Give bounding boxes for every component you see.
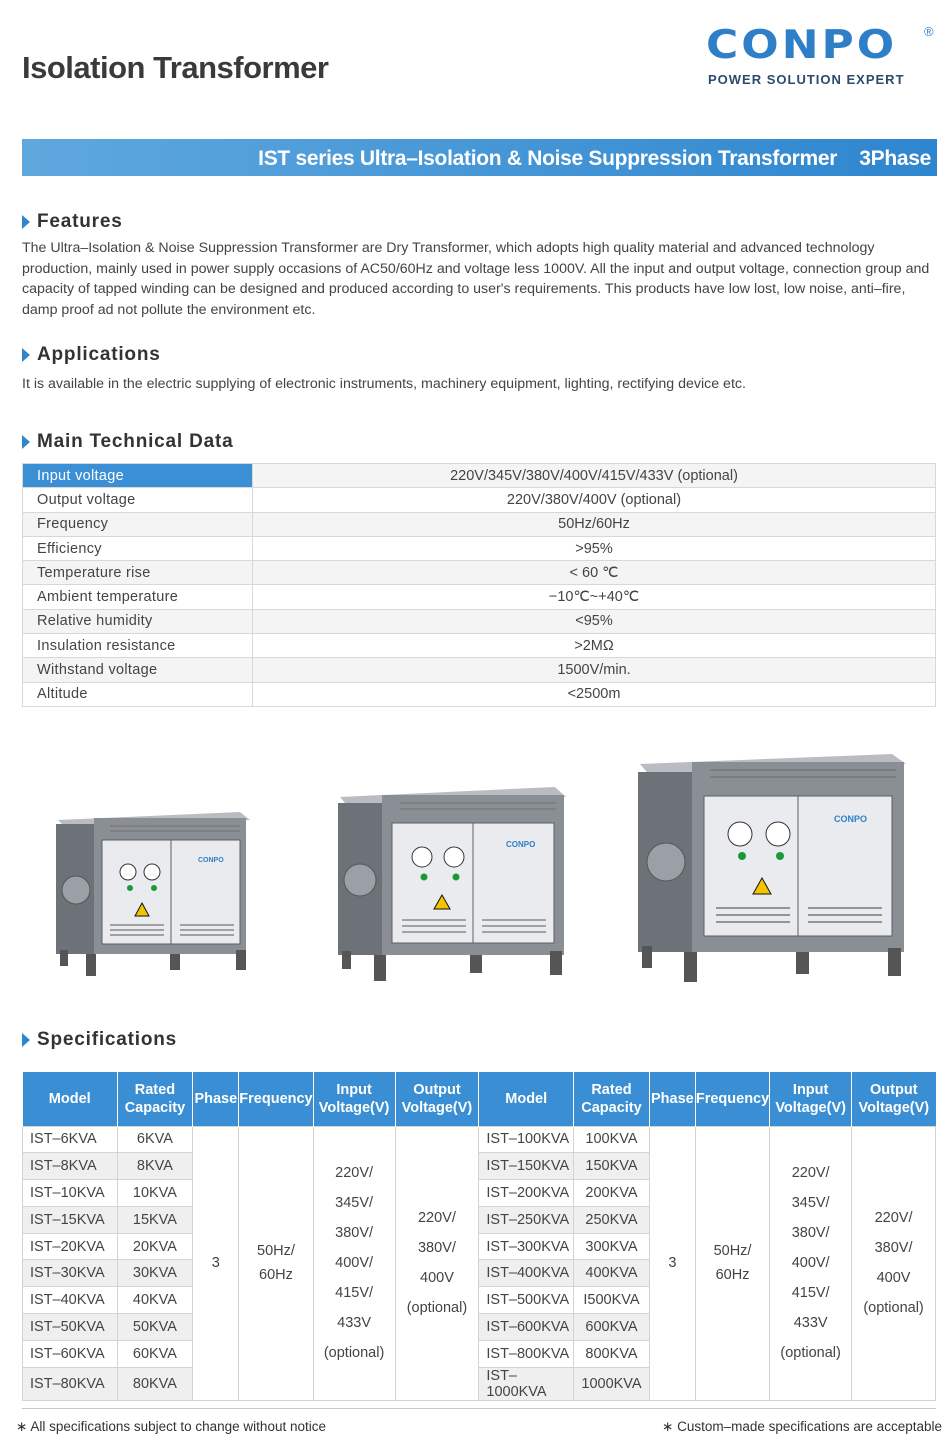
- tech-value: 220V/345V/380V/400V/415V/433V (optional): [253, 464, 936, 488]
- spec-input-voltage-line: 345V/: [335, 1195, 374, 1212]
- footer-divider: [22, 1408, 936, 1409]
- spec-input-voltage-line: 400V/: [791, 1255, 830, 1272]
- spec-model: IST–40KVA: [23, 1287, 118, 1314]
- transformer-medium-svg: [330, 775, 570, 1000]
- spec-capacity: 10KVA: [117, 1180, 193, 1207]
- spec-model: IST–800KVA: [479, 1340, 574, 1367]
- spec-frequency-line: 50Hz/: [257, 1243, 295, 1260]
- technical-data-table: [22, 463, 936, 707]
- specifications-heading: [22, 1029, 177, 1051]
- spec-capacity: 150KVA: [574, 1153, 650, 1180]
- spec-input-voltage: [313, 1126, 395, 1400]
- spec-model: IST–150KVA: [479, 1153, 574, 1180]
- logo-wordmark: CONPO: [706, 22, 898, 69]
- spec-input-voltage-line: 345V/: [791, 1195, 830, 1212]
- spec-model: IST–100KVA: [479, 1126, 574, 1153]
- applications-text: It is available in the electric supplying of electronic instruments, machinery equipment, lighting, rectifying device etc.: [22, 376, 746, 392]
- arrow-right-icon: [22, 1033, 30, 1047]
- banner-text: IST series Ultra–Isolation & Noise Suppression Transformer 3Phase: [258, 147, 931, 170]
- features-heading-text: Features: [37, 211, 123, 232]
- tech-parameter: Withstand voltage: [23, 658, 253, 682]
- spec-capacity: 20KVA: [117, 1233, 193, 1260]
- spec-input-voltage-line: 415V/: [791, 1285, 830, 1302]
- spec-capacity: 400KVA: [574, 1260, 650, 1287]
- arrow-right-icon: [22, 215, 30, 229]
- tech-heading-text: Main Technical Data: [37, 431, 234, 452]
- spec-output-voltage-line: (optional): [406, 1300, 468, 1317]
- spec-input-voltage: [770, 1126, 852, 1400]
- tech-value: 50Hz/60Hz: [253, 512, 936, 536]
- page-title: Isolation Transformer: [22, 50, 329, 85]
- spec-header-input-voltage-v: Input Voltage(V): [770, 1072, 852, 1126]
- spec-capacity: 250KVA: [574, 1206, 650, 1233]
- spec-input-voltage-line: 380V/: [791, 1225, 830, 1242]
- tech-row: [23, 634, 936, 658]
- spec-capacity: 6KVA: [117, 1126, 193, 1153]
- spec-capacity: 1000KVA: [574, 1367, 650, 1400]
- spec-frequency-line: 60Hz: [259, 1267, 293, 1284]
- tech-row: [23, 682, 936, 706]
- spec-output-voltage-line: 220V/: [874, 1210, 913, 1227]
- tech-parameter: Efficiency: [23, 536, 253, 560]
- tech-parameter: Output voltage: [23, 488, 253, 512]
- spec-header-frequency: Frequency: [695, 1072, 769, 1126]
- tech-parameter: Altitude: [23, 682, 253, 706]
- spec-input-voltage-line: 433V: [337, 1315, 372, 1332]
- footer-note-right: ∗ Custom–made specifications are acceptable: [662, 1419, 942, 1434]
- tech-parameter: Input voltage: [23, 464, 253, 488]
- tech-heading: [22, 431, 233, 453]
- svg-text:CONPO: CONPO: [198, 857, 224, 864]
- spec-output-voltage: [852, 1126, 936, 1400]
- transformer-large-image: [630, 740, 910, 1000]
- spec-model: IST–300KVA: [479, 1233, 574, 1260]
- tech-value: 1500V/min.: [253, 658, 936, 682]
- spec-header-output-voltage-v: Output Voltage(V): [852, 1072, 936, 1126]
- features-text: The Ultra–Isolation & Noise Suppression Transformer are Dry Transformer, which adopts high quality material and advanced technology production, mainly used in power supply occasions of AC50/60Hz and voltage less 1000V. All the input and output voltage, connection group and capacity of tapped winding can be designed and produced according to user's requirements. This products have low lost, low noise, anti–fire, damp proof ad not pollute the environment etc.: [22, 240, 930, 318]
- tech-value: < 60 ℃: [253, 561, 936, 585]
- spec-header-rated-capacity: Rated Capacity: [117, 1072, 193, 1126]
- spec-capacity: 30KVA: [117, 1260, 193, 1287]
- spec-input-voltage-line: 433V: [793, 1315, 828, 1332]
- spec-capacity: 15KVA: [117, 1206, 193, 1233]
- spec-output-voltage-line: 400V: [420, 1270, 454, 1287]
- spec-frequency-line: 60Hz: [715, 1267, 750, 1284]
- tech-row: [23, 658, 936, 682]
- spec-capacity: 50KVA: [117, 1314, 193, 1341]
- spec-phase: 3: [649, 1126, 695, 1400]
- spec-frequency: [695, 1126, 769, 1400]
- spec-input-voltage-line: (optional): [323, 1345, 385, 1362]
- tech-value: <95%: [253, 609, 936, 633]
- spec-output-voltage-line: 380V/: [417, 1240, 456, 1257]
- spec-capacity: 60KVA: [117, 1340, 193, 1367]
- spec-model: IST–250KVA: [479, 1206, 574, 1233]
- spec-model: IST–10KVA: [23, 1180, 118, 1207]
- tech-parameter: Frequency: [23, 512, 253, 536]
- tech-parameter: Temperature rise: [23, 561, 253, 585]
- tech-row: [23, 536, 936, 560]
- spec-model: IST–30KVA: [23, 1260, 118, 1287]
- spec-model: IST–1000KVA: [479, 1367, 574, 1400]
- spec-output-voltage-line: 220V/: [417, 1210, 456, 1227]
- transformer-small-svg: [50, 800, 255, 1000]
- spec-capacity: 100KVA: [574, 1126, 650, 1153]
- spec-capacity: I500KVA: [574, 1287, 650, 1314]
- spec-model: IST–500KVA: [479, 1287, 574, 1314]
- spec-frequency: [239, 1126, 313, 1400]
- tech-value: 220V/380V/400V (optional): [253, 488, 936, 512]
- spec-model: IST–60KVA: [23, 1340, 118, 1367]
- spec-input-voltage-line: 220V/: [791, 1165, 830, 1182]
- specifications-heading-text: Specifications: [37, 1029, 178, 1050]
- spec-model: IST–15KVA: [23, 1206, 118, 1233]
- transformer-small-image: [50, 800, 255, 1000]
- spec-model: IST–200KVA: [479, 1180, 574, 1207]
- spec-model: IST–600KVA: [479, 1314, 574, 1341]
- spec-model: IST–20KVA: [23, 1233, 118, 1260]
- spec-capacity: 300KVA: [574, 1233, 650, 1260]
- spec-output-voltage-line: 400V: [876, 1270, 911, 1287]
- spec-header-output-voltage-v: Output Voltage(V): [395, 1072, 479, 1126]
- tech-row: [23, 488, 936, 512]
- transformer-medium-image: [330, 775, 570, 1000]
- tech-value: <2500m: [253, 682, 936, 706]
- spec-model: IST–400KVA: [479, 1260, 574, 1287]
- spec-header-phase: Phase: [649, 1072, 695, 1126]
- tech-row: [23, 585, 936, 609]
- tech-value: >95%: [253, 536, 936, 560]
- spec-output-voltage-line: 380V/: [874, 1240, 913, 1257]
- tech-parameter: Relative humidity: [23, 609, 253, 633]
- tech-value: >2MΩ: [253, 634, 936, 658]
- spec-header-phase: Phase: [193, 1072, 239, 1126]
- spec-header-model: Model: [23, 1072, 118, 1126]
- spec-output-voltage-line: (optional): [863, 1300, 924, 1317]
- tech-row: [23, 561, 936, 585]
- specifications-table: [22, 1072, 936, 1401]
- spec-model: IST–80KVA: [23, 1367, 118, 1400]
- spec-input-voltage-line: 415V/: [335, 1285, 374, 1302]
- spec-input-voltage-line: 220V/: [335, 1165, 374, 1182]
- series-banner: [22, 139, 937, 176]
- spec-model: IST–8KVA: [23, 1153, 118, 1180]
- tech-value: −10℃~+40℃: [253, 585, 936, 609]
- brand-logo: [706, 24, 938, 94]
- tech-parameter: Insulation resistance: [23, 634, 253, 658]
- spec-capacity: 600KVA: [574, 1314, 650, 1341]
- footer-note-left: ∗ All specifications subject to change without notice: [16, 1419, 326, 1434]
- logo-tagline: POWER SOLUTION EXPERT: [708, 72, 905, 87]
- spec-model: IST–50KVA: [23, 1314, 118, 1341]
- tech-row: [23, 512, 936, 536]
- tech-row: [23, 609, 936, 633]
- spec-input-voltage-line: 400V/: [335, 1255, 374, 1272]
- spec-row: [23, 1126, 936, 1153]
- spec-model: IST–6KVA: [23, 1126, 118, 1153]
- applications-heading: [22, 344, 161, 366]
- spec-capacity: 800KVA: [574, 1340, 650, 1367]
- tech-parameter: Ambient temperature: [23, 585, 253, 609]
- tech-row: [23, 464, 936, 488]
- spec-header-rated-capacity: Rated Capacity: [574, 1072, 650, 1126]
- spec-frequency-line: 50Hz/: [713, 1243, 752, 1260]
- spec-phase: 3: [193, 1126, 239, 1400]
- spec-header-model: Model: [479, 1072, 574, 1126]
- svg-text:CONPO: CONPO: [834, 814, 868, 824]
- spec-output-voltage: [395, 1126, 479, 1400]
- spec-capacity: 80KVA: [117, 1367, 193, 1400]
- spec-input-voltage-line: (optional): [780, 1345, 841, 1362]
- transformer-large-svg: [630, 740, 910, 1000]
- arrow-right-icon: [22, 348, 30, 362]
- spec-header-input-voltage-v: Input Voltage(V): [313, 1072, 395, 1126]
- svg-text:CONPO: CONPO: [506, 840, 536, 849]
- spec-capacity: 8KVA: [117, 1153, 193, 1180]
- spec-capacity: 40KVA: [117, 1287, 193, 1314]
- spec-header-frequency: Frequency: [239, 1072, 313, 1126]
- applications-heading-text: Applications: [37, 344, 161, 365]
- features-heading: [22, 211, 123, 233]
- spec-capacity: 200KVA: [574, 1180, 650, 1207]
- logo-registered-mark: ®: [924, 24, 934, 39]
- arrow-right-icon: [22, 435, 30, 449]
- spec-input-voltage-line: 380V/: [335, 1225, 374, 1242]
- product-photos: [0, 740, 950, 1000]
